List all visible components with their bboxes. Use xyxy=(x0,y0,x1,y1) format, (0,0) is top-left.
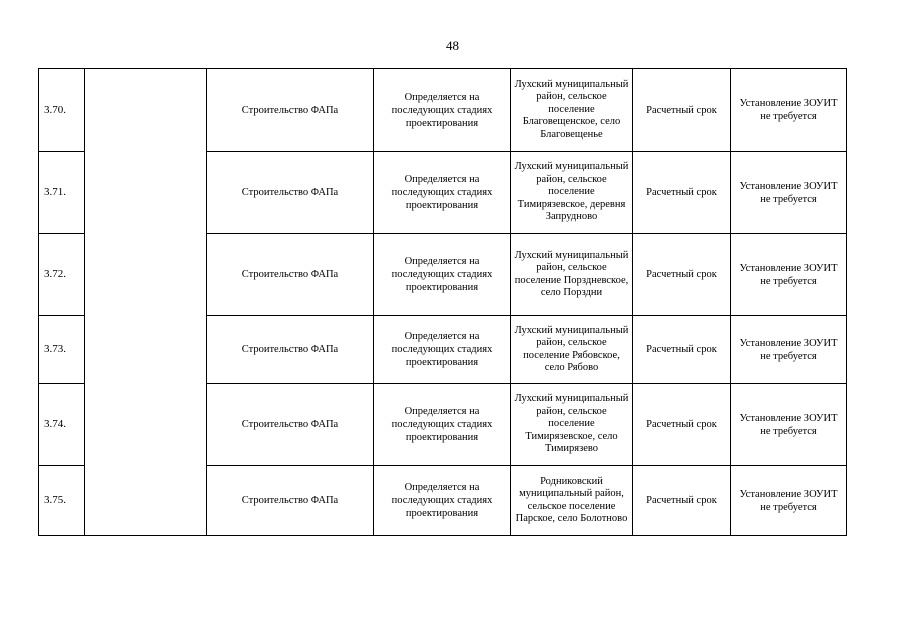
location-cell: Лухский муниципальный район, сельское поселение Тимирязевское, село Тимирязево xyxy=(511,384,633,466)
object-cell: Строительство ФАПа xyxy=(207,466,374,536)
row-number: 3.75. xyxy=(39,466,85,536)
parameters-cell: Определяется на последующих стадиях проектирования xyxy=(374,152,511,234)
term-cell: Расчетный срок xyxy=(633,316,731,384)
parameters-cell: Определяется на последующих стадиях проектирования xyxy=(374,466,511,536)
term-cell: Расчетный срок xyxy=(633,152,731,234)
table-row xyxy=(39,69,847,152)
planning-table xyxy=(38,68,847,536)
parameters-cell: Определяется на последующих стадиях проектирования xyxy=(374,316,511,384)
zone-cell: Установление ЗОУИТ не требуется xyxy=(731,69,847,152)
row-number: 3.74. xyxy=(39,384,85,466)
row-number: 3.70. xyxy=(39,69,85,152)
zone-cell: Установление ЗОУИТ не требуется xyxy=(731,152,847,234)
location-cell: Лухский муниципальный район, сельское поселение Тимирязевское, деревня Запрудново xyxy=(511,152,633,234)
parameters-cell: Определяется на последующих стадиях проектирования xyxy=(374,384,511,466)
term-cell: Расчетный срок xyxy=(633,384,731,466)
parameters-cell: Определяется на последующих стадиях проектирования xyxy=(374,234,511,316)
term-cell: Расчетный срок xyxy=(633,234,731,316)
row-number: 3.71. xyxy=(39,152,85,234)
object-cell: Строительство ФАПа xyxy=(207,152,374,234)
location-cell: Лухский муниципальный район, сельское поселение Порздневское, село Порздни xyxy=(511,234,633,316)
term-cell: Расчетный срок xyxy=(633,69,731,152)
location-cell: Лухский муниципальный район, сельское поселение Рябовское, село Рябово xyxy=(511,316,633,384)
object-cell: Строительство ФАПа xyxy=(207,384,374,466)
row-number: 3.72. xyxy=(39,234,85,316)
location-cell: Родниковский муниципальный район, сельское поселение Парское, село Болотново xyxy=(511,466,633,536)
row-number: 3.73. xyxy=(39,316,85,384)
merged-empty-cell xyxy=(85,69,207,536)
zone-cell: Установление ЗОУИТ не требуется xyxy=(731,384,847,466)
page-number: 48 xyxy=(446,38,459,53)
zone-cell: Установление ЗОУИТ не требуется xyxy=(731,466,847,536)
parameters-cell: Определяется на последующих стадиях проектирования xyxy=(374,69,511,152)
object-cell: Строительство ФАПа xyxy=(207,316,374,384)
object-cell: Строительство ФАПа xyxy=(207,69,374,152)
zone-cell: Установление ЗОУИТ не требуется xyxy=(731,316,847,384)
term-cell: Расчетный срок xyxy=(633,466,731,536)
zone-cell: Установление ЗОУИТ не требуется xyxy=(731,234,847,316)
object-cell: Строительство ФАПа xyxy=(207,234,374,316)
location-cell: Лухский муниципальный район, сельское поселение Благовещенское, село Благовещенье xyxy=(511,69,633,152)
